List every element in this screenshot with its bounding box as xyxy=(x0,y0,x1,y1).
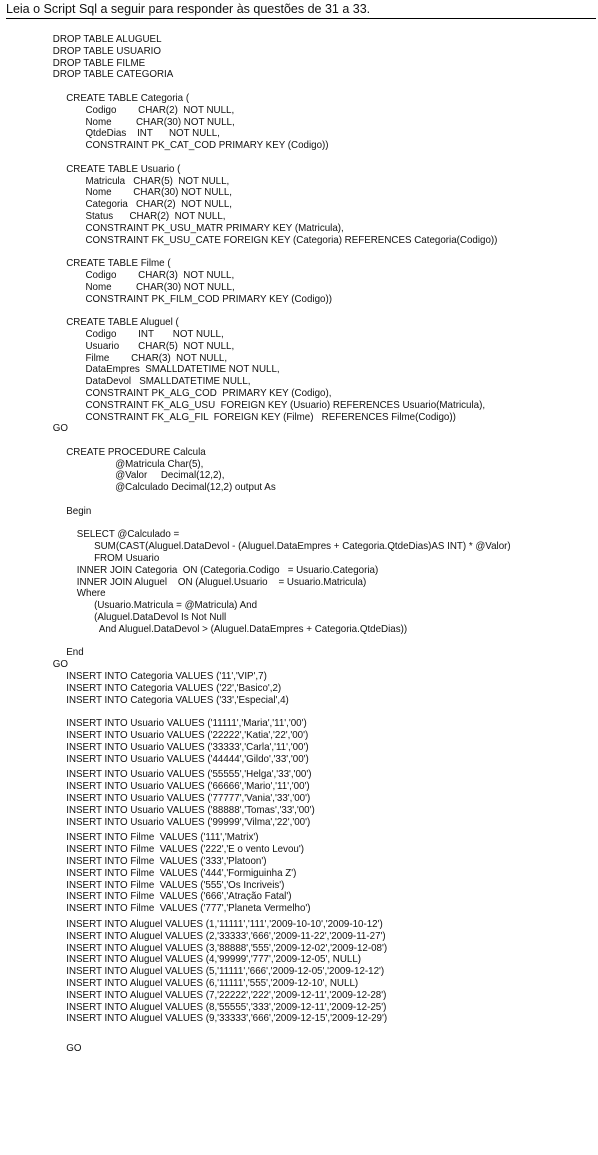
code-line: INSERT INTO Usuario VALUES ('44444','Gildo','33','00') xyxy=(66,753,309,765)
code-line: INSERT INTO Usuario VALUES ('11111','Maria','11','00') xyxy=(66,718,307,730)
code-line: Nome CHAR(30) NOT NULL, xyxy=(85,116,235,128)
blank-line xyxy=(0,494,598,506)
question-heading: Leia o Script Sql a seguir para responder às questões de 31 a 33. xyxy=(6,2,596,19)
blank-line xyxy=(0,152,598,164)
code-line: Begin xyxy=(66,505,92,517)
code-line: CONSTRAINT PK_CAT_COD PRIMARY KEY (Codigo)) xyxy=(85,140,329,152)
code-line: INSERT INTO Filme VALUES ('333','Platoon') xyxy=(66,855,267,867)
code-line: INSERT INTO Filme VALUES ('111','Matrix') xyxy=(66,832,259,844)
code-line: CONSTRAINT FK_USU_CATE FOREIGN KEY (Categoria) REFERENCES Categoria(Codigo)) xyxy=(85,234,498,246)
code-line: INNER JOIN Categoria ON (Categoria.Codigo = Usuario.Categoria) xyxy=(76,564,379,576)
code-line: INSERT INTO Categoria VALUES ('33','Especial',4) xyxy=(66,694,289,706)
code-line: INSERT INTO Filme VALUES ('555','Os Incriveis') xyxy=(66,879,285,891)
code-line: INSERT INTO Filme VALUES ('777','Planeta Vermelho') xyxy=(66,903,311,915)
blank-line xyxy=(0,305,598,317)
code-line: INSERT INTO Usuario VALUES ('66666','Mario','11','00') xyxy=(66,781,310,793)
code-line: Usuario CHAR(5) NOT NULL, xyxy=(85,340,235,352)
code-line: DataEmpres SMALLDATETIME NOT NULL, xyxy=(85,364,280,376)
code-line: GO xyxy=(52,659,69,671)
code-line: Nome CHAR(30) NOT NULL, xyxy=(85,281,235,293)
code-line: CONSTRAINT PK_ALG_COD PRIMARY KEY (Codigo), xyxy=(85,387,332,399)
code-line: Status CHAR(2) NOT NULL, xyxy=(85,210,226,222)
code-line: CONSTRAINT FK_ALG_FIL FOREIGN KEY (Filme) REFERENCES Filme(Codigo)) xyxy=(85,411,456,423)
code-line: DROP TABLE FILME xyxy=(52,57,146,69)
code-line: Codigo CHAR(2) NOT NULL, xyxy=(85,104,235,116)
code-line: (Aluguel.DataDevol Is Not Null xyxy=(94,612,227,624)
code-line: INSERT INTO Filme VALUES ('666','Atração Fatal') xyxy=(66,891,292,903)
code-line: INSERT INTO Usuario VALUES ('55555','Helga','33','00') xyxy=(66,769,312,781)
blank-line xyxy=(0,636,598,648)
code-line: INSERT INTO Usuario VALUES ('77777','Vania','33','00') xyxy=(66,793,311,804)
code-line: INNER JOIN Aluguel ON (Aluguel.Usuario = Usuario.Matricula) xyxy=(76,576,367,588)
code-line: INSERT INTO Categoria VALUES ('22','Basico',2) xyxy=(66,682,282,694)
blank-line xyxy=(0,246,598,258)
code-line: INSERT INTO Aluguel VALUES (4,'99999','777','2009-12-05', NULL) xyxy=(66,954,362,966)
code-line: DROP TABLE USUARIO xyxy=(52,45,161,57)
code-line: Where xyxy=(76,588,106,600)
code-line: INSERT INTO Usuario VALUES ('33333','Carla','11','00') xyxy=(66,741,309,753)
blank-line xyxy=(0,435,598,447)
code-line: CONSTRAINT PK_FILM_COD PRIMARY KEY (Codigo)) xyxy=(85,293,333,305)
code-line: Matricula CHAR(5) NOT NULL, xyxy=(85,175,230,187)
code-line: INSERT INTO Aluguel VALUES (5,'11111','666','2009-12-05','2009-12-12') xyxy=(66,966,385,978)
code-line: (Usuario.Matricula = @Matricula) And xyxy=(94,600,258,612)
code-line: FROM Usuario xyxy=(94,553,160,565)
code-line: Codigo INT NOT NULL, xyxy=(85,328,224,340)
code-line: GO xyxy=(66,1043,82,1055)
code-line: DROP TABLE ALUGUEL xyxy=(52,34,162,45)
code-line: INSERT INTO Filme VALUES ('222','E o vento Levou') xyxy=(66,844,305,856)
code-line: CREATE TABLE Aluguel ( xyxy=(66,317,179,329)
code-line: INSERT INTO Usuario VALUES ('88888','Tomas','33','00') xyxy=(66,804,315,816)
code-line: Categoria CHAR(2) NOT NULL, xyxy=(85,199,233,211)
code-line: CREATE PROCEDURE Calcula xyxy=(66,446,206,458)
code-line: SUM(CAST(Aluguel.DataDevol - (Aluguel.DataEmpres + Categoria.QtdeDias)AS INT) * @Valor) xyxy=(94,541,511,553)
code-line: INSERT INTO Usuario VALUES ('99999','Vilma','22','00') xyxy=(66,816,311,828)
code-line: INSERT INTO Aluguel VALUES (7,'22222','222','2009-12-11','2009-12-28') xyxy=(66,989,387,1001)
blank-line xyxy=(0,518,598,530)
code-line: INSERT INTO Categoria VALUES ('11','VIP',7) xyxy=(66,671,267,683)
code-line: CREATE TABLE Filme ( xyxy=(66,258,171,270)
code-line: CREATE TABLE Usuario ( xyxy=(66,163,181,175)
code-line: And Aluguel.DataDevol > (Aluguel.DataEmpres + Categoria.QtdeDias)) xyxy=(98,623,408,635)
code-line: INSERT INTO Aluguel VALUES (9,'33333','666','2009-12-15','2009-12-29') xyxy=(66,1013,388,1025)
code-line: End xyxy=(66,647,84,659)
code-line: QtdeDias INT NOT NULL, xyxy=(85,128,220,140)
code-line: Codigo CHAR(3) NOT NULL, xyxy=(85,269,235,281)
code-line: @Valor Decimal(12,2), xyxy=(115,470,225,482)
blank-line xyxy=(0,81,598,93)
code-line: GO xyxy=(52,423,69,435)
code-line: Nome CHAR(30) NOT NULL, xyxy=(85,187,233,199)
code-line: @Matricula Char(5), xyxy=(115,458,204,470)
code-line: @Calculado Decimal(12,2) output As xyxy=(115,482,276,494)
code-line: DROP TABLE CATEGORIA xyxy=(52,69,174,81)
code-line: Filme CHAR(3) NOT NULL, xyxy=(85,352,228,364)
code-line: INSERT INTO Aluguel VALUES (8,'55555','333','2009-12-11','2009-12-25') xyxy=(66,1001,387,1013)
blank-line xyxy=(0,1025,598,1043)
code-line: INSERT INTO Aluguel VALUES (1,'11111','111','2009-10-10','2009-10-12') xyxy=(66,918,383,930)
code-line: INSERT INTO Usuario VALUES ('22222','Katia','22','00') xyxy=(66,730,309,742)
blank-line xyxy=(0,706,598,718)
code-line: SELECT @Calculado = xyxy=(76,529,180,541)
code-line: INSERT INTO Aluguel VALUES (2,'33333','666','2009-11-22','2009-11-27') xyxy=(66,930,386,942)
code-line: CONSTRAINT PK_USU_MATR PRIMARY KEY (Matricula), xyxy=(85,222,344,234)
code-line: CREATE TABLE Categoria ( xyxy=(66,92,190,104)
code-line: INSERT INTO Aluguel VALUES (6,'11111','555','2009-12-10', NULL) xyxy=(66,977,359,989)
code-line: CONSTRAINT FK_ALG_USU FOREIGN KEY (Usuario) REFERENCES Usuario(Matricula), xyxy=(85,399,486,411)
sql-script xyxy=(0,34,598,1055)
code-line: DataDevol SMALLDATETIME NULL, xyxy=(85,376,251,388)
code-line: INSERT INTO Filme VALUES ('444','Formiguinha Z') xyxy=(66,867,297,879)
code-line: INSERT INTO Aluguel VALUES (3,'88888','555','2009-12-02','2009-12-08') xyxy=(66,942,388,954)
